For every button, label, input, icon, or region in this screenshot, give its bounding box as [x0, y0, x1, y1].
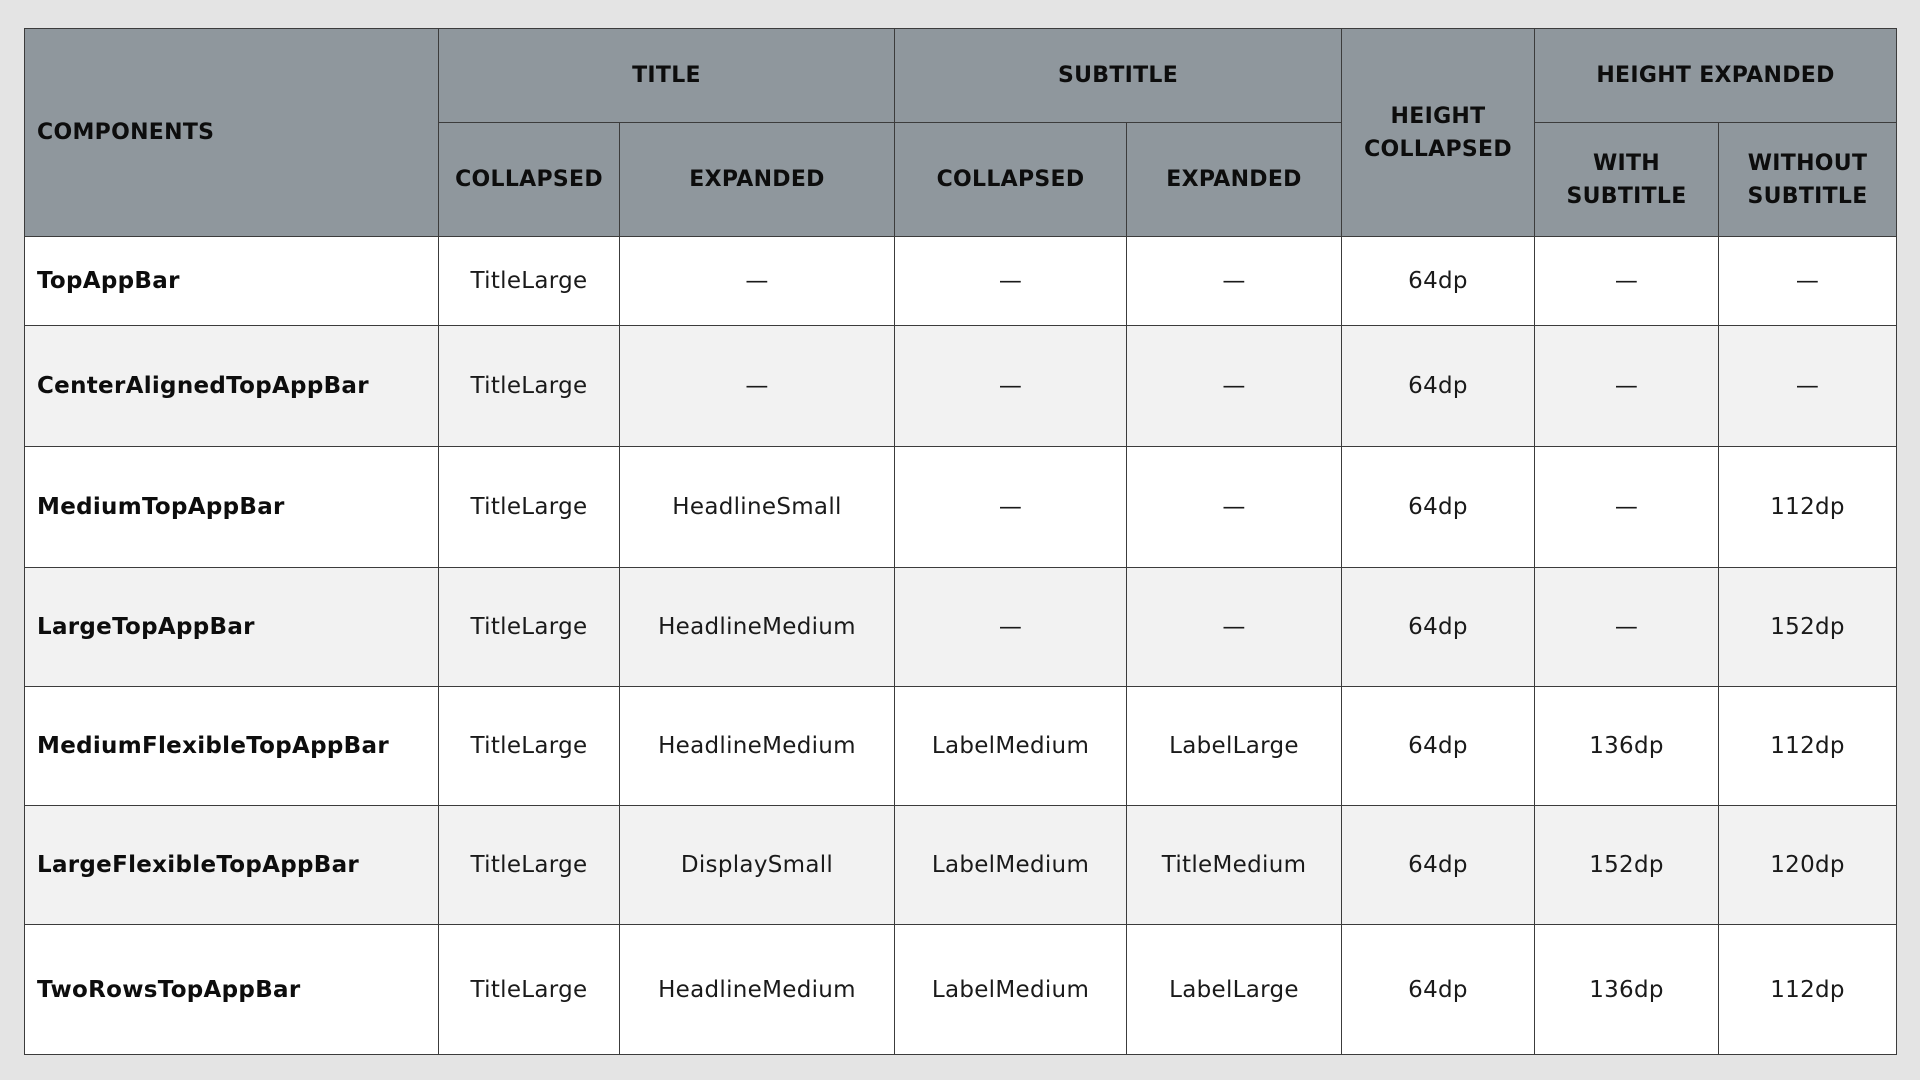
table-row: [25, 447, 1897, 568]
title-expanded-cell: —: [620, 237, 895, 326]
subtitle-collapsed-cell: —: [895, 568, 1127, 687]
component-table-container: [24, 28, 1896, 1055]
component-name-cell: TopAppBar: [25, 237, 439, 326]
table-row: [25, 326, 1897, 447]
height-with-subtitle-cell: 136dp: [1535, 687, 1719, 806]
height-without-subtitle-cell: 112dp: [1719, 447, 1897, 568]
subtitle-expanded-cell: —: [1127, 237, 1342, 326]
header-row-groups: [25, 29, 1897, 123]
height-with-subtitle-cell: —: [1535, 326, 1719, 447]
subtitle-collapsed-cell: —: [895, 447, 1127, 568]
title-expanded-cell: HeadlineMedium: [620, 687, 895, 806]
height-collapsed-cell: 64dp: [1342, 447, 1535, 568]
height-collapsed-cell: 64dp: [1342, 687, 1535, 806]
subtitle-expanded-cell: TitleMedium: [1127, 806, 1342, 925]
height-without-subtitle-cell: 112dp: [1719, 687, 1897, 806]
header-subtitle-expanded: EXPANDED: [1127, 123, 1342, 237]
title-expanded-cell: HeadlineMedium: [620, 925, 895, 1055]
height-with-subtitle-cell: —: [1535, 568, 1719, 687]
component-name-cell: MediumFlexibleTopAppBar: [25, 687, 439, 806]
component-name-cell: TwoRowsTopAppBar: [25, 925, 439, 1055]
subtitle-collapsed-cell: —: [895, 237, 1127, 326]
table-row: [25, 925, 1897, 1055]
subtitle-collapsed-cell: LabelMedium: [895, 925, 1127, 1055]
height-collapsed-cell: 64dp: [1342, 806, 1535, 925]
title-collapsed-cell: TitleLarge: [439, 925, 620, 1055]
subtitle-expanded-cell: —: [1127, 568, 1342, 687]
header-subtitle-group: SUBTITLE: [895, 29, 1342, 123]
table-row: [25, 237, 1897, 326]
component-name-cell: LargeFlexibleTopAppBar: [25, 806, 439, 925]
height-without-subtitle-cell: —: [1719, 237, 1897, 326]
header-height-collapsed: HEIGHT COLLAPSED: [1342, 29, 1535, 237]
height-collapsed-cell: 64dp: [1342, 568, 1535, 687]
title-collapsed-cell: TitleLarge: [439, 806, 620, 925]
height-without-subtitle-cell: 112dp: [1719, 925, 1897, 1055]
height-with-subtitle-cell: 152dp: [1535, 806, 1719, 925]
height-with-subtitle-cell: 136dp: [1535, 925, 1719, 1055]
title-expanded-cell: DisplaySmall: [620, 806, 895, 925]
title-collapsed-cell: TitleLarge: [439, 687, 620, 806]
subtitle-collapsed-cell: LabelMedium: [895, 806, 1127, 925]
header-title-collapsed: COLLAPSED: [439, 123, 620, 237]
header-title-expanded: EXPANDED: [620, 123, 895, 237]
height-without-subtitle-cell: —: [1719, 326, 1897, 447]
title-collapsed-cell: TitleLarge: [439, 326, 620, 447]
title-collapsed-cell: TitleLarge: [439, 237, 620, 326]
top-app-bar-spec-table: [24, 28, 1897, 1055]
title-expanded-cell: HeadlineSmall: [620, 447, 895, 568]
height-collapsed-cell: 64dp: [1342, 326, 1535, 447]
height-collapsed-cell: 64dp: [1342, 925, 1535, 1055]
title-expanded-cell: —: [620, 326, 895, 447]
subtitle-expanded-cell: LabelLarge: [1127, 687, 1342, 806]
header-title-group: TITLE: [439, 29, 895, 123]
table-row: [25, 568, 1897, 687]
height-without-subtitle-cell: 120dp: [1719, 806, 1897, 925]
title-collapsed-cell: TitleLarge: [439, 447, 620, 568]
subtitle-collapsed-cell: LabelMedium: [895, 687, 1127, 806]
header-with-subtitle: WITH SUBTITLE: [1535, 123, 1719, 237]
title-expanded-cell: HeadlineMedium: [620, 568, 895, 687]
subtitle-collapsed-cell: —: [895, 326, 1127, 447]
component-name-cell: MediumTopAppBar: [25, 447, 439, 568]
header-without-subtitle: WITHOUT SUBTITLE: [1719, 123, 1897, 237]
header-components: COMPONENTS: [25, 29, 439, 237]
component-name-cell: LargeTopAppBar: [25, 568, 439, 687]
height-without-subtitle-cell: 152dp: [1719, 568, 1897, 687]
table-row: [25, 687, 1897, 806]
subtitle-expanded-cell: —: [1127, 326, 1342, 447]
height-collapsed-cell: 64dp: [1342, 237, 1535, 326]
title-collapsed-cell: TitleLarge: [439, 568, 620, 687]
table-row: [25, 806, 1897, 925]
height-with-subtitle-cell: —: [1535, 237, 1719, 326]
subtitle-expanded-cell: LabelLarge: [1127, 925, 1342, 1055]
table-body: [25, 237, 1897, 1055]
header-height-expanded-group: HEIGHT EXPANDED: [1535, 29, 1897, 123]
header-subtitle-collapsed: COLLAPSED: [895, 123, 1127, 237]
subtitle-expanded-cell: —: [1127, 447, 1342, 568]
height-with-subtitle-cell: —: [1535, 447, 1719, 568]
component-name-cell: CenterAlignedTopAppBar: [25, 326, 439, 447]
